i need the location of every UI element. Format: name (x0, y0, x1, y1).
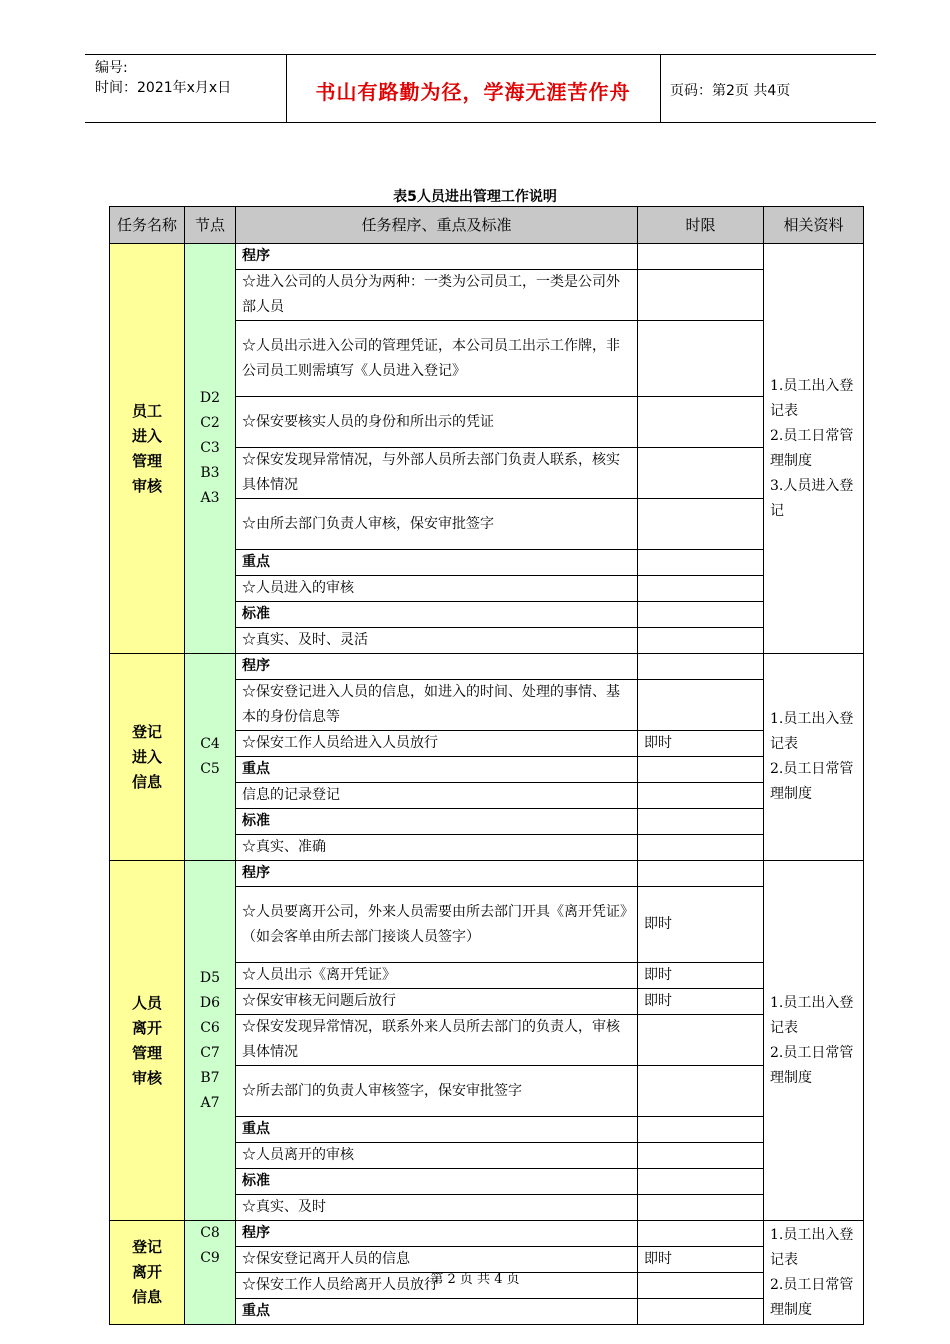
section-subheading: 程序 (236, 654, 638, 680)
header-node: 节点 (185, 207, 236, 244)
procedure-step: ☆真实、准确 (236, 835, 638, 861)
procedure-step: ☆人员离开的审核 (236, 1143, 638, 1169)
node-cell: D5 D6 C6 C7 B7 A7 (185, 861, 236, 1221)
time-limit-cell (638, 499, 764, 550)
time-limit-cell (638, 448, 764, 499)
section-subheading: 重点 (236, 757, 638, 783)
procedure-step: ☆保安审核无问题后放行 (236, 989, 638, 1015)
time-limit-cell (638, 1299, 764, 1325)
header-procedure: 任务程序、重点及标准 (236, 207, 638, 244)
table-row (110, 244, 864, 270)
procedure-step: 信息的记录登记 (236, 783, 638, 809)
time-limit-cell (638, 1195, 764, 1221)
related-docs-cell: 1.员工出入登记表 2.员工日常管理制度 (764, 654, 864, 861)
time-limit-cell (638, 576, 764, 602)
header-info (95, 58, 231, 98)
table-body (110, 244, 864, 1325)
header-page-label: 页码：第2页 共4页 (670, 83, 791, 99)
section-subheading: 重点 (236, 1117, 638, 1143)
section-subheading: 程序 (236, 1221, 638, 1247)
task-name-cell: 人员 离开 管理 审核 (110, 861, 185, 1221)
procedure-step: ☆保安要核实人员的身份和所出示的凭证 (236, 397, 638, 448)
header-related-docs: 相关资料 (764, 207, 864, 244)
time-limit-cell (638, 680, 764, 731)
time-limit-cell (638, 244, 764, 270)
time-limit-cell (638, 550, 764, 576)
work-description-table (109, 206, 864, 1325)
time-limit-cell: 即时 (638, 989, 764, 1015)
procedure-step: ☆保安登记进入人员的信息，如进入的时间、处理的事情、基本的身份信息等 (236, 680, 638, 731)
task-name-cell: 员工 进入 管理 审核 (110, 244, 185, 654)
node-cell: C8 C9 (185, 1221, 236, 1325)
header-time-limit: 时限 (638, 207, 764, 244)
table-row (110, 861, 864, 887)
time-limit-cell: 即时 (638, 1247, 764, 1273)
task-name-cell: 登记 进入 信息 (110, 654, 185, 861)
procedure-step: ☆保安工作人员给进入人员放行 (236, 731, 638, 757)
time-limit-cell (638, 783, 764, 809)
time-limit-cell: 即时 (638, 963, 764, 989)
procedure-step: ☆人员要离开公司，外来人员需要由所去部门开具《离开凭证》（如会客单由所去部门接谈人员签字） (236, 887, 638, 963)
procedure-step: ☆真实、及时 (236, 1195, 638, 1221)
procedure-step: ☆真实、及时、灵活 (236, 628, 638, 654)
time-limit-cell (638, 270, 764, 321)
section-subheading: 重点 (236, 550, 638, 576)
time-limit-cell (638, 628, 764, 654)
procedure-step: ☆所去部门的负责人审核签字，保安审批签字 (236, 1066, 638, 1117)
procedure-step: ☆保安登记离开人员的信息 (236, 1247, 638, 1273)
related-docs-cell: 1.员工出入登记表 2.员工日常管理制度 (764, 861, 864, 1221)
node-cell: C4 C5 (185, 654, 236, 861)
header-task-name: 任务名称 (110, 207, 185, 244)
procedure-step: ☆人员进入的审核 (236, 576, 638, 602)
procedure-step: ☆由所去部门负责人审核，保安审批签字 (236, 499, 638, 550)
time-limit-cell (638, 1221, 764, 1247)
section-subheading: 程序 (236, 861, 638, 887)
time-limit-cell (638, 861, 764, 887)
time-limit-cell (638, 321, 764, 397)
section-subheading: 标准 (236, 602, 638, 628)
section-subheading: 标准 (236, 809, 638, 835)
header-bottom-rule (85, 122, 876, 123)
procedure-step: ☆保安发现异常情况，联系外来人员所去部门的负责人，审核具体情况 (236, 1015, 638, 1066)
related-docs-cell: 1.员工出入登记表 2.员工日常管理制度 (764, 1221, 864, 1325)
time-limit-cell (638, 1066, 764, 1117)
time-limit-cell (638, 757, 764, 783)
document-time-label: 时间：2021年x月x日 (95, 80, 232, 96)
time-limit-cell (638, 1117, 764, 1143)
time-limit-cell (638, 654, 764, 680)
section-subheading: 重点 (236, 1299, 638, 1325)
page-footer: 第 2 页 共 4 页 (430, 1272, 520, 1287)
time-limit-cell: 即时 (638, 887, 764, 963)
header-divider-right (660, 54, 661, 122)
time-limit-cell (638, 1169, 764, 1195)
table-header-row (110, 207, 864, 244)
document-number-label: 编号: (95, 60, 128, 76)
time-limit-cell (638, 397, 764, 448)
time-limit-cell (638, 1015, 764, 1066)
node-cell: D2 C2 C3 B3 A3 (185, 244, 236, 654)
header-top-rule (85, 54, 876, 55)
procedure-step: ☆进入公司的人员分为两种：一类为公司员工，一类是公司外部人员 (236, 270, 638, 321)
header-motto: 书山有路勤为径，学海无涯苦作舟 (315, 80, 631, 104)
related-docs-cell: 1.员工出入登记表 2.员工日常管理制度 3.人员进入登记 (764, 244, 864, 654)
time-limit-cell (638, 602, 764, 628)
time-limit-cell (638, 809, 764, 835)
time-limit-cell: 即时 (638, 731, 764, 757)
table-row (110, 654, 864, 680)
procedure-step: ☆人员出示《离开凭证》 (236, 963, 638, 989)
procedure-step: ☆保安发现异常情况，与外部人员所去部门负责人联系，核实具体情况 (236, 448, 638, 499)
section-subheading: 标准 (236, 1169, 638, 1195)
task-name-cell: 登记 离开 信息 (110, 1221, 185, 1325)
time-limit-cell (638, 835, 764, 861)
procedure-step: ☆保安工作人员给离开人员放行 (236, 1273, 638, 1299)
table-title: 表5人员进出管理工作说明 (393, 189, 557, 205)
time-limit-cell (638, 1143, 764, 1169)
table-row (110, 1221, 864, 1247)
procedure-step: ☆人员出示进入公司的管理凭证，本公司员工出示工作牌，非公司员工则需填写《人员进入登记》 (236, 321, 638, 397)
section-subheading: 程序 (236, 244, 638, 270)
